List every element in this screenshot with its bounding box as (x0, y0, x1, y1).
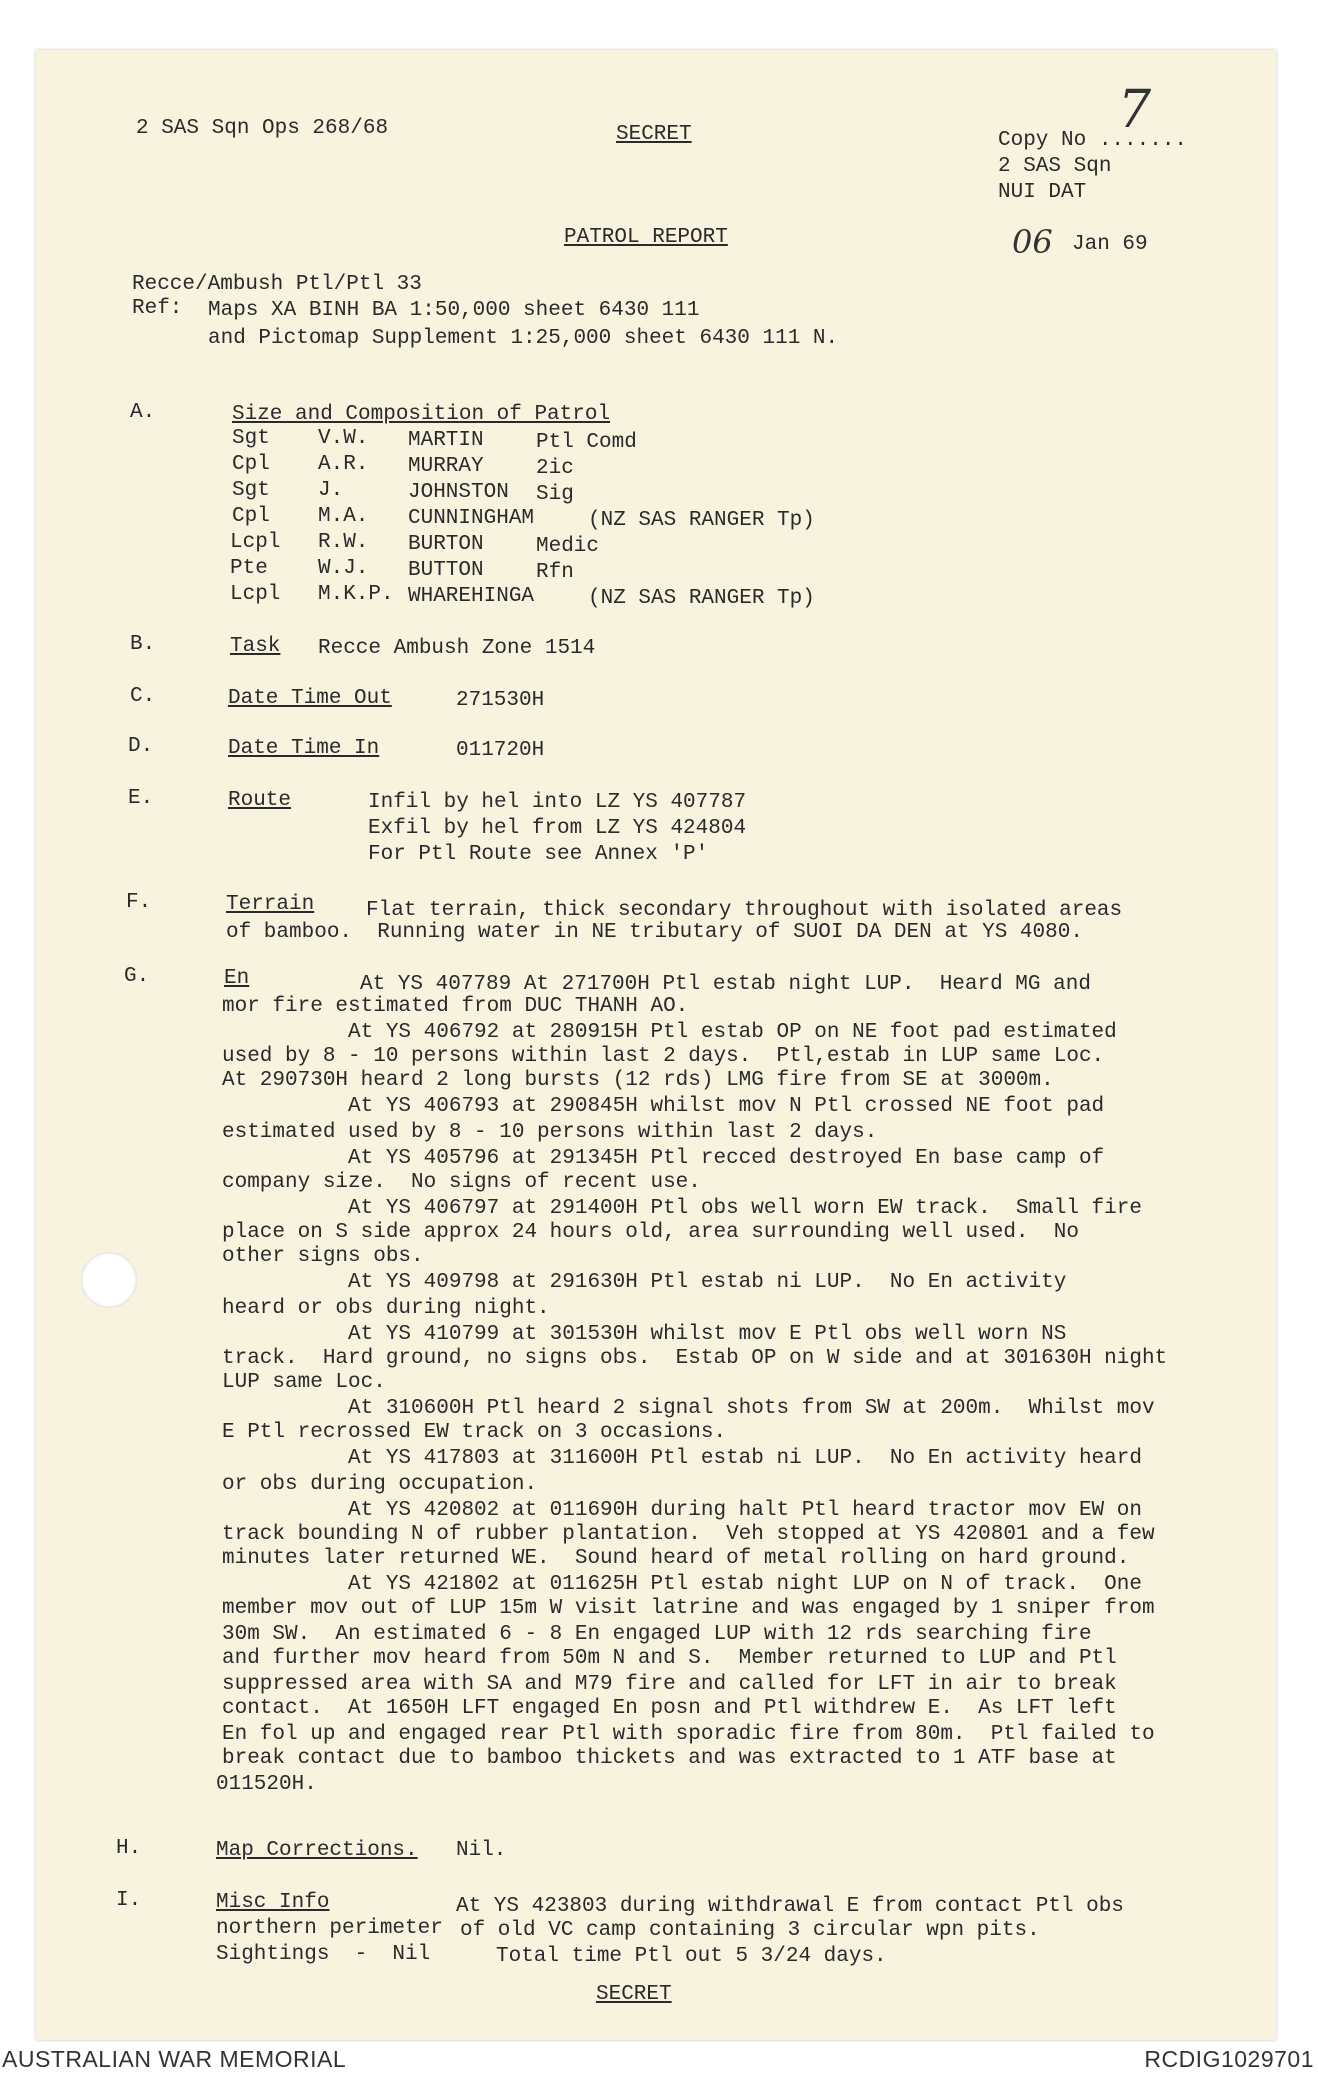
member-role: Sig (536, 483, 574, 506)
map-corrections-value: Nil. (456, 1839, 507, 1862)
section-i-heading: Misc Info (216, 1891, 330, 1914)
task-value: Recce Ambush Zone 1514 (318, 637, 596, 660)
enemy-report-line: At YS 421802 at 011625H Ptl estab night LUP on N of track. One (222, 1573, 1142, 1596)
copy-number-handwritten: 7 (1118, 80, 1152, 140)
section-g-letter: G. (124, 965, 150, 988)
enemy-report-line: suppressed area with SA and M79 fire and called for LFT in air to break (222, 1673, 1117, 1696)
date-time-in-value: 011720H (456, 739, 545, 762)
member-initials: A.R. (318, 453, 369, 476)
enemy-report-line: At YS 420802 at 011690H during halt Ptl heard tractor mov EW on (222, 1499, 1142, 1522)
punch-hole (81, 1252, 137, 1308)
enemy-report-line: At YS 406797 at 291400H Ptl obs well worn EW track. Small fire (222, 1197, 1142, 1220)
terrain-line-2: of bamboo. Running water in NE tributary of SUOI DA DEN at YS 4080. (226, 921, 1083, 944)
report-date: Jan 69 (1072, 233, 1148, 256)
archive-credit: AUSTRALIAN WAR MEMORIAL (2, 2046, 347, 2072)
misc-info-label-2: northern perimeter (216, 1917, 443, 1940)
enemy-report-line: E Ptl recrossed EW track on 3 occasions. (222, 1421, 727, 1444)
enemy-report-line: At YS 406793 at 290845H whilst mov N Ptl crossed NE foot pad (222, 1095, 1105, 1118)
enemy-report-first-line: At YS 407789 At 271700H Ptl estab night LUP. Heard MG and (360, 973, 1091, 996)
enemy-report-line: 30m SW. An estimated 6 - 8 En engaged LUP with 12 rds searching fire (222, 1623, 1092, 1646)
copy-number-label: Copy No ....... (998, 129, 1188, 152)
sightings-label: Sightings - Nil (216, 1943, 431, 1966)
member-rank: Pte (230, 557, 268, 580)
member-initials: M.A. (318, 505, 369, 528)
section-d-letter: D. (128, 735, 154, 758)
member-name: CUNNINGHAM (408, 507, 535, 530)
section-i-letter: I. (116, 1889, 142, 1912)
member-initials: V.W. (318, 427, 369, 450)
enemy-report-line: track bounding N of rubber plantation. Veh stopped at YS 420801 and a few (222, 1523, 1155, 1546)
member-role: Rfn (536, 561, 574, 584)
section-b-letter: B. (130, 633, 156, 656)
enemy-report-line: En fol up and engaged rear Ptl with sporadic fire from 80m. Ptl failed to (222, 1723, 1155, 1746)
enemy-report-line: At YS 417803 at 311600H Ptl estab ni LUP. No En activity heard (222, 1447, 1142, 1470)
enemy-report-line: heard or obs during night. (222, 1297, 550, 1320)
map-reference-1: Maps XA BINH BA 1:50,000 sheet 6430 111 (208, 299, 700, 322)
section-h-letter: H. (116, 1837, 142, 1860)
section-a-heading: Size and Composition of Patrol (232, 403, 611, 426)
enemy-report-line: track. Hard ground, no signs obs. Estab OP on W side and at 301630H night (222, 1347, 1168, 1370)
member-name: BUTTON (408, 559, 484, 582)
member-rank: Sgt (232, 479, 270, 502)
date-day-handwritten: 06 (1012, 223, 1053, 261)
member-name: JOHNSTON (408, 481, 509, 504)
enemy-report-line: minutes later returned WE. Sound heard of metal rolling on hard ground. (222, 1547, 1130, 1570)
section-b-heading: Task (230, 635, 281, 658)
member-role: (NZ SAS RANGER Tp) (588, 509, 815, 532)
route-line: For Ptl Route see Annex 'P' (368, 843, 709, 866)
enemy-report-line: At YS 410799 at 301530H whilst mov E Ptl obs well worn NS (222, 1323, 1067, 1346)
member-rank: Sgt (232, 427, 270, 450)
unit-location: NUI DAT (998, 181, 1087, 204)
date-time-out-value: 271530H (456, 689, 545, 712)
section-c-letter: C. (130, 685, 156, 708)
classification-bottom: SECRET (596, 1983, 672, 2006)
misc-info-line-1: At YS 423803 during withdrawal E from contact Ptl obs (456, 1895, 1124, 1918)
unit-name: 2 SAS Sqn (998, 155, 1112, 178)
enemy-report-line: 011520H. (216, 1773, 317, 1796)
member-role: (NZ SAS RANGER Tp) (588, 587, 815, 610)
terrain-line-1: Flat terrain, thick secondary throughout with isolated areas (366, 899, 1123, 922)
member-name: BURTON (408, 533, 484, 556)
section-c-heading: Date Time Out (228, 687, 392, 710)
member-rank: Cpl (232, 505, 270, 528)
section-e-heading: Route (228, 789, 292, 812)
enemy-report-line: contact. At 1650H LFT engaged En posn and Ptl withdrew E. As LFT left (222, 1697, 1117, 1720)
member-initials: R.W. (318, 531, 369, 554)
enemy-report-line: place on S side approx 24 hours old, area surrounding well used. No (222, 1221, 1079, 1244)
enemy-report-line: At YS 405796 at 291345H Ptl recced destroyed En base camp of (222, 1147, 1105, 1170)
section-d-heading: Date Time In (228, 737, 380, 760)
section-f-letter: F. (126, 891, 152, 914)
member-name: MURRAY (408, 455, 484, 478)
enemy-report-line: used by 8 - 10 persons within last 2 days. Ptl,estab in LUP same Loc. (222, 1045, 1105, 1068)
archive-id: RCDIG1029701 (1144, 2046, 1314, 2072)
enemy-report-line: At 290730H heard 2 long bursts (12 rds) LMG fire from SE at 3000m. (222, 1069, 1054, 1092)
enemy-report-line: estimated used by 8 - 10 persons within last 2 days. (222, 1121, 878, 1144)
enemy-report-line: or obs during occupation. (222, 1473, 538, 1496)
section-e-letter: E. (128, 787, 154, 810)
enemy-report-line: At YS 409798 at 291630H Ptl estab ni LUP. No En activity (222, 1271, 1067, 1294)
member-name: WHAREHINGA (408, 585, 535, 608)
member-role: Medic (536, 535, 600, 558)
member-rank: Cpl (232, 453, 270, 476)
enemy-report-line: company size. No signs of recent use. (222, 1171, 701, 1194)
section-g-heading: En (224, 967, 250, 990)
route-line: Exfil by hel from LZ YS 424804 (368, 817, 747, 840)
member-initials: M.K.P. (318, 583, 394, 606)
section-h-heading: Map Corrections. (216, 1839, 418, 1862)
member-rank: Lcpl (230, 583, 281, 606)
member-initials: J. (318, 479, 344, 502)
enemy-report-line: other signs obs. (222, 1245, 424, 1268)
enemy-report-line: At 310600H Ptl heard 2 signal shots from SW at 200m. Whilst mov (222, 1397, 1155, 1420)
classification-top: SECRET (616, 123, 692, 146)
patrol-designation: Recce/Ambush Ptl/Ptl 33 (132, 273, 422, 296)
member-role: 2ic (536, 457, 574, 480)
member-initials: W.J. (318, 557, 369, 580)
enemy-report-line: mor fire estimated from DUC THANH AO. (222, 995, 689, 1018)
reference-number: 2 SAS Sqn Ops 268/68 (136, 117, 389, 140)
section-f-heading: Terrain (226, 893, 315, 916)
total-time-out: Total time Ptl out 5 3/24 days. (496, 1945, 887, 1968)
enemy-report-line: break contact due to bamboo thickets and was extracted to 1 ATF base at (222, 1747, 1117, 1770)
enemy-report-line: and further mov heard from 50m N and S. Member returned to LUP and Ptl (222, 1647, 1117, 1670)
member-rank: Lcpl (230, 531, 281, 554)
section-a-letter: A. (130, 401, 156, 424)
report-title: PATROL REPORT (564, 226, 728, 249)
misc-info-line-2: of old VC camp containing 3 circular wpn pits. (460, 1919, 1040, 1942)
member-role: Ptl Comd (536, 431, 637, 454)
ref-label: Ref: (132, 297, 183, 320)
route-line: Infil by hel into LZ YS 407787 (368, 791, 747, 814)
member-name: MARTIN (408, 429, 484, 452)
enemy-report-line: At YS 406792 at 280915H Ptl estab OP on NE foot pad estimated (222, 1021, 1117, 1044)
enemy-report-line: member mov out of LUP 15m W visit latrine and was engaged by 1 sniper from (222, 1597, 1155, 1620)
map-reference-2: and Pictomap Supplement 1:25,000 sheet 6430 111 N. (208, 327, 839, 350)
enemy-report-line: LUP same Loc. (222, 1371, 386, 1394)
